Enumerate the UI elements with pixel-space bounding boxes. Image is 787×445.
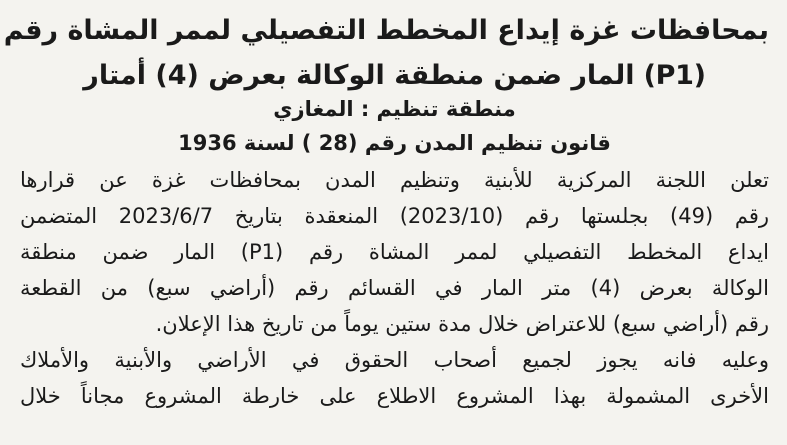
body-line-1: تعلن اللجنة المركزية للأبنية وتنظيم المدن بمحافظات غزة عن قرارها [20,168,769,192]
body-line-4: الوكالة بعرض (4) متر المار في القسائم رقم (أراضي سبع) من القطعة [20,276,769,300]
body-line-2: رقم (49) بجلستها رقم (2023/10) المنعقدة بتاريخ 2023/6/7 المتضمن [20,204,769,228]
notice-title-line-2: (P1) المار ضمن منطقة الوكالة بعرض (4) أمتار [83,60,706,91]
body-line-3: ايداع المخطط التفصيلي لممر المشاة رقم (P1) المار ضمن منطقة [20,240,769,264]
body-line-5: رقم (أراضي سبع) للاعتراض خلال مدة ستين يوماً من تاريخ هذا الإعلان. [155,312,769,336]
planning-zone-heading: منطقة تنظيم : المغازي [273,97,516,121]
body-line-6: وعليه فانه يجوز لجميع أصحاب الحقوق في الأراضي والأبنية والأملاك [20,348,769,372]
notice-title-line-1: بمحافظات غزة إيداع المخطط التفصيلي لممر المشاة رقم [3,15,769,46]
body-line-7: الأخرى المشمولة بهذا المشروع الاطلاع على خارطة المشروع مجاناً خلال [20,384,769,408]
notice-body [20,162,769,414]
law-reference-heading: قانون تنظيم المدن رقم (28 ) لسنة 1936 [178,131,611,155]
